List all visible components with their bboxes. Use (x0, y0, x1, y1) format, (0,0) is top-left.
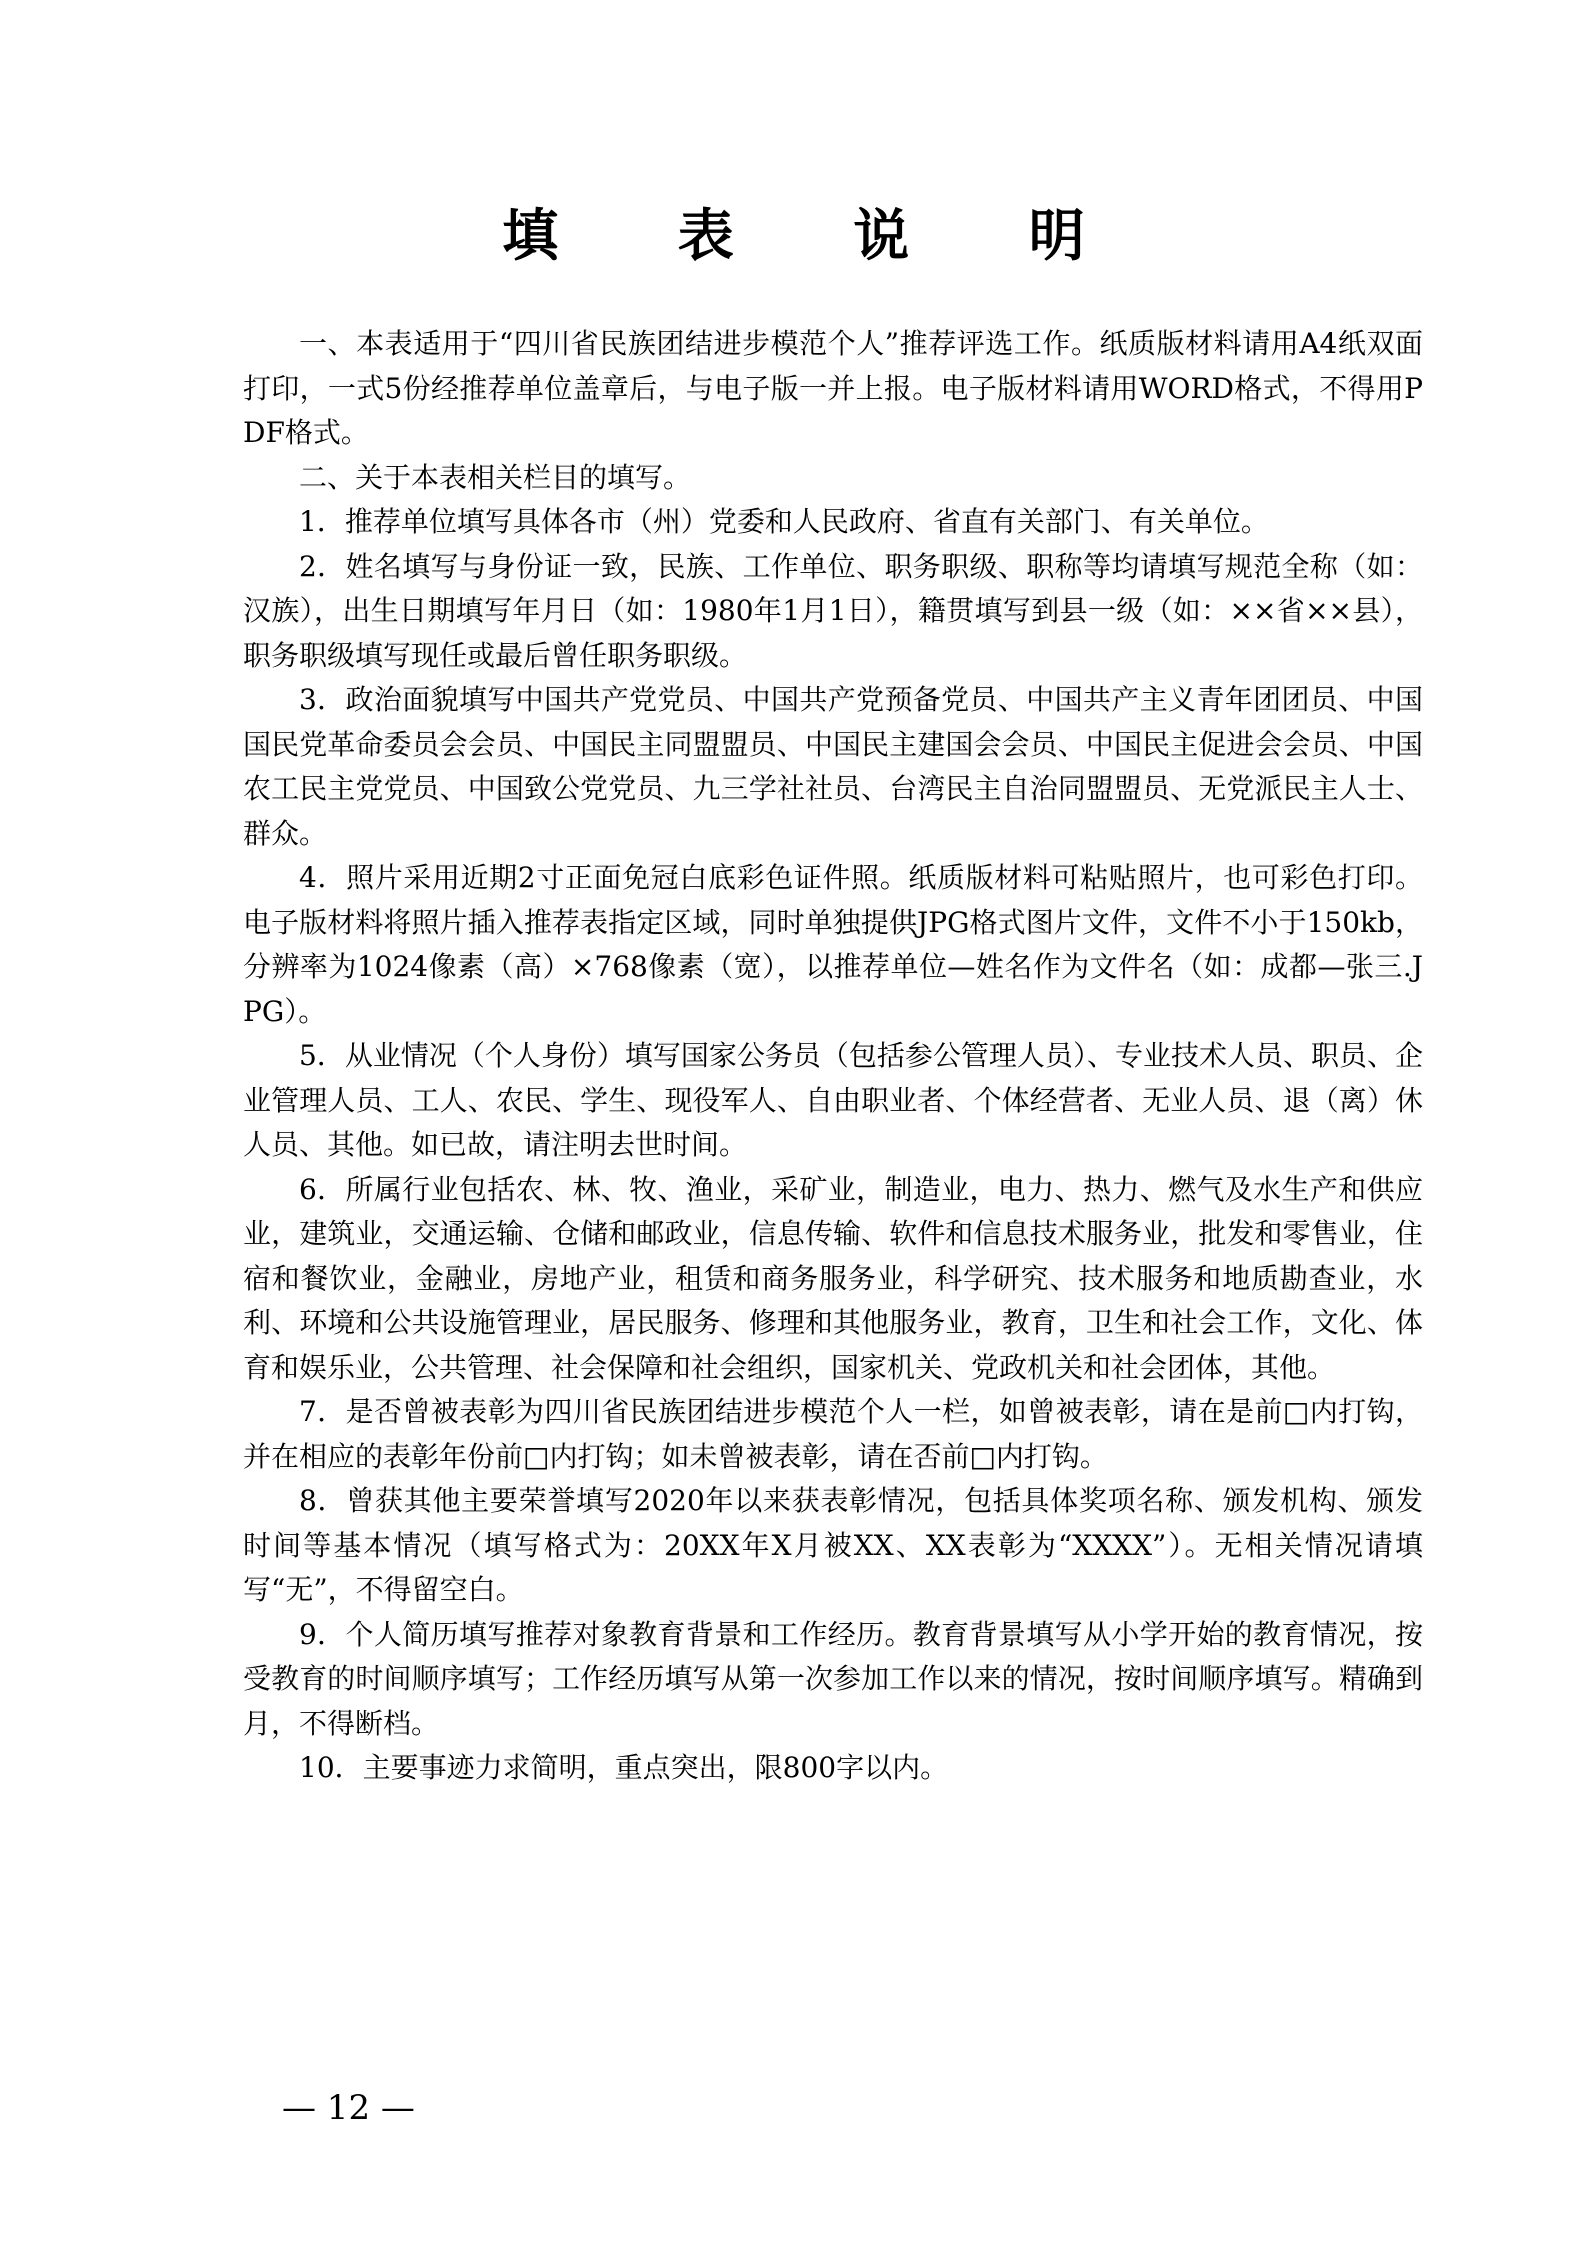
page-number: — 12 — (282, 2088, 415, 2128)
instruction-item-3: 3．政治面貌填写中国共产党党员、中国共产党预备党员、中国共产主义青年团团员、中国国民党革命委员会会员、中国民主同盟盟员、中国民主建国会会员、中国民主促进会会员、中国农工民主党党员、中国致公党党员、九三学社社员、台湾民主自治同盟盟员、无党派民主人士、群众。 (243, 683, 1423, 850)
instruction-paragraph-2: 二、关于本表相关栏目的填写。 (299, 460, 692, 494)
instruction-item-6: 6．所属行业包括农、林、牧、渔业，采矿业，制造业，电力、热力、燃气及水生产和供应业，建筑业，交通运输、仓储和邮政业，信息传输、软件和信息技术服务业，批发和零售业，住宿和餐饮业，金融业，房地产业，租赁和商务服务业，科学研究、技术服务和地质勘查业，水利、环境和公共设施管理业，居民服务、修理和其他服务业，教育，卫生和社会工作，文化、体育和娱乐业，公共管理、社会保障和社会组织，国家机关、党政机关和社会团体，其他。 (243, 1172, 1423, 1384)
instruction-item-4: 4．照片采用近期2寸正面免冠白底彩色证件照。纸质版材料可粘贴照片，也可彩色打印。电子版材料将照片插入推荐表指定区域，同时单独提供JPG格式图片文件，文件不小于150kb，分辨率为1024像素（高）×768像素（宽），以推荐单位—姓名作为文件名（如：成都—张三.JPG）。 (243, 861, 1423, 1028)
instruction-item-1: 1．推荐单位填写具体各市（州）党委和人民政府、省直有关部门、有关单位。 (299, 505, 1269, 538)
instruction-item-7: 7．是否曾被表彰为四川省民族团结进步模范个人一栏，如曾被表彰，请在是前□内打钩，并在相应的表彰年份前□内打钩；如未曾被表彰，请在否前□内打钩。 (243, 1395, 1423, 1473)
instruction-item-2: 2．姓名填写与身份证一致，民族、工作单位、职务职级、职称等均请填写规范全称（如：汉族），出生日期填写年月日（如：1980年1月1日），籍贯填写到县一级（如：××省××县），职务职级填写现任或最后曾任职务职级。 (243, 549, 1423, 672)
instruction-item-5: 5．从业情况（个人身份）填写国家公务员（包括参公管理人员）、专业技术人员、职员、企业管理人员、工人、农民、学生、现役军人、自由职业者、个体经营者、无业人员、退（离）休人员、其他。如已故，请注明去世时间。 (243, 1039, 1423, 1161)
instruction-item-10: 10．主要事迹力求简明，重点突出，限800字以内。 (299, 1751, 949, 1784)
page-title: 填 表 说 明 (502, 203, 1135, 269)
instructions-body (243, 322, 1423, 1791)
instruction-item-8: 8．曾获其他主要荣誉填写2020年以来获表彰情况，包括具体奖项名称、颁发机构、颁发时间等基本情况（填写格式为：20XX年X月被XX、XX表彰为“XXXX”）。无相关情况请填写“无”，不得留空白。 (243, 1484, 1423, 1606)
instruction-paragraph-1: 一、本表适用于“四川省民族团结进步模范个人”推荐评选工作。纸质版材料请用A4纸双面打印，一式5份经推荐单位盖章后，与电子版一并上报。电子版材料请用WORD格式，不得用PDF格式。 (243, 327, 1423, 449)
instruction-item-9: 9．个人简历填写推荐对象教育背景和工作经历。教育背景填写从小学开始的教育情况，按受教育的时间顺序填写；工作经历填写从第一次参加工作以来的情况，按时间顺序填写。精确到月，不得断档。 (243, 1617, 1423, 1740)
